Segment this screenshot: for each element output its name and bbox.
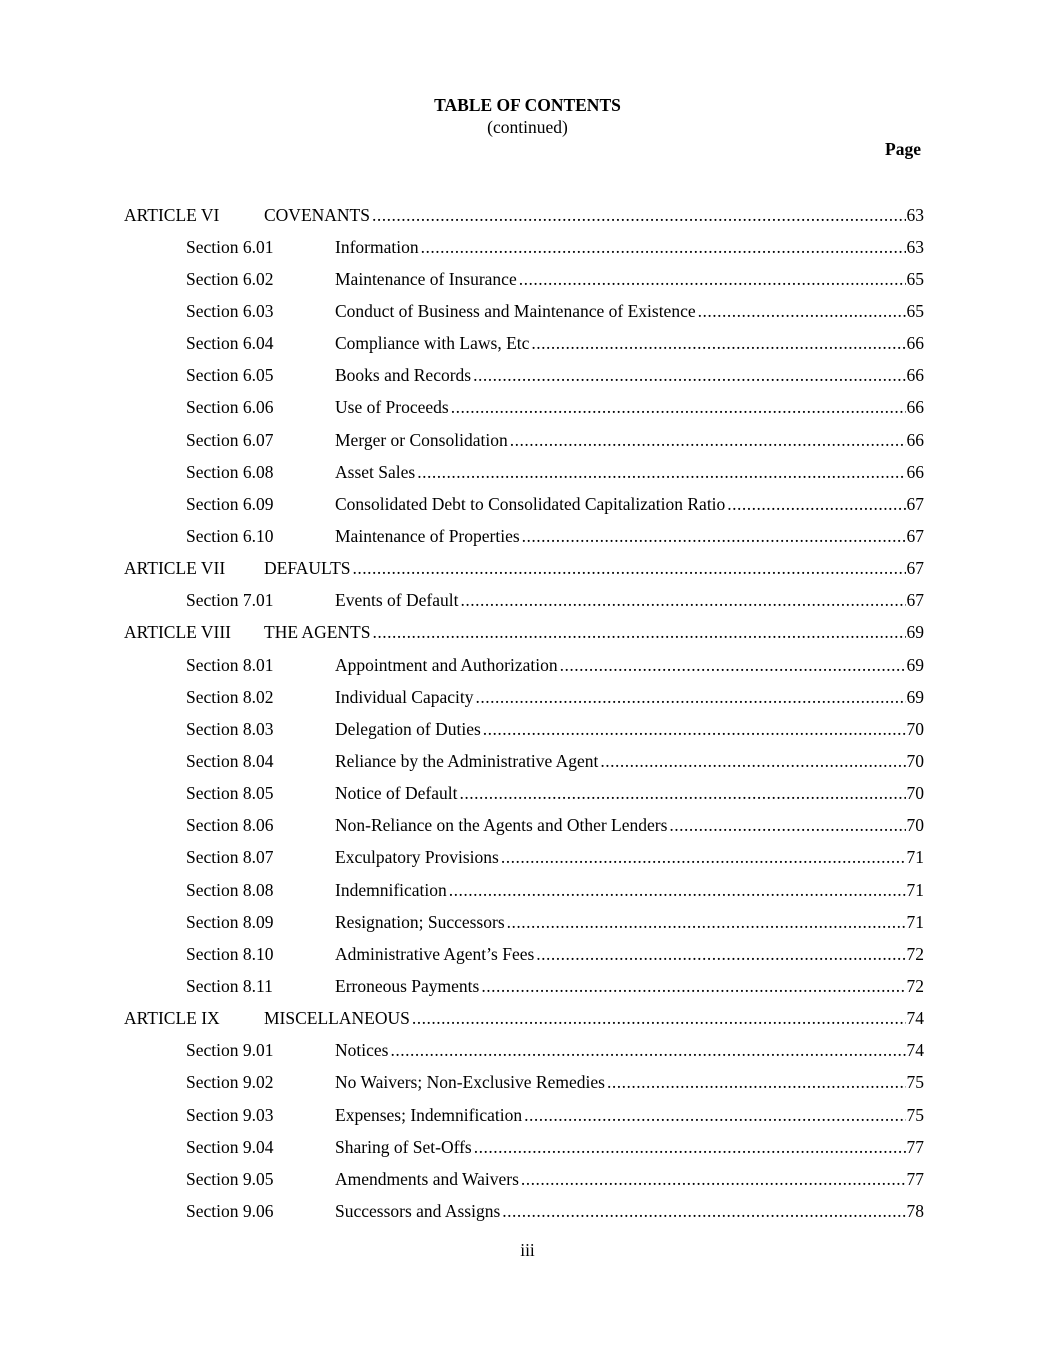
toc-entry-page: 66 [906,333,924,354]
dot-leader [476,687,906,708]
toc-entry-number: Section 8.04 [186,750,274,771]
dot-leader [449,880,906,901]
dot-leader [531,333,905,354]
toc-entry-page: 66 [906,397,924,418]
dot-leader [607,1072,906,1093]
toc-entry-page: 71 [906,847,924,868]
toc-entry-page: 78 [906,1200,924,1221]
toc-section-row [124,745,924,777]
dot-leader [501,847,906,868]
dot-leader [473,365,905,386]
toc-entry-number: Section 6.05 [186,365,274,386]
toc-title: TABLE OF CONTENTS [434,95,621,115]
dot-leader [524,1105,905,1126]
toc-section-row [124,295,924,327]
toc-section-row [124,1099,924,1131]
toc-entry-title: MISCELLANEOUS [264,1008,410,1029]
toc-entry-number: Section 8.09 [186,911,274,932]
toc-entry-number: Section 9.02 [186,1072,274,1093]
toc-entry-title: Notice of Default [335,783,458,804]
toc-section-row [124,263,924,295]
toc-entry-number: ARTICLE VII [124,558,226,579]
toc-entry-title: Merger or Consolidation [335,429,508,450]
toc-entry-title: Delegation of Duties [335,718,481,739]
dot-leader [353,558,906,579]
toc-section-row [124,874,924,906]
toc-entry-number: Section 8.02 [186,686,274,707]
toc-section-row [124,1163,924,1195]
toc-entry-title: COVENANTS [264,204,370,225]
toc-entry-number: Section 8.06 [186,815,274,836]
toc-entry-title: Non-Reliance on the Agents and Other Lenders [335,815,668,836]
toc-section-row [124,488,924,520]
toc-entry-page: 72 [906,943,924,964]
toc-article-row [124,553,924,585]
dot-leader [727,494,905,515]
toc-entry-number: ARTICLE VI [124,204,220,225]
toc-entry-page: 77 [906,1168,924,1189]
toc-entry-number: Section 7.01 [186,590,274,611]
dot-leader [521,1169,906,1190]
toc-section-row [124,520,924,552]
toc-entry-page: 67 [906,558,924,579]
toc-entry-number: Section 6.02 [186,268,274,289]
toc-entry-number: Section 8.07 [186,847,274,868]
page-column-label: Page [885,139,921,159]
toc-section-row [124,681,924,713]
toc-section-row [124,1067,924,1099]
toc-entry-number: Section 8.01 [186,654,274,675]
toc-article-row [124,617,924,649]
toc-entry-number: Section 6.10 [186,525,274,546]
toc-entry-title: Resignation; Successors [335,911,505,932]
toc-section-row [124,328,924,360]
toc-entry-title: Amendments and Waivers [335,1168,519,1189]
dot-leader [522,526,906,547]
dot-leader [390,1040,905,1061]
toc-entry-title: No Waivers; Non-Exclusive Remedies [335,1072,605,1093]
toc-entry-title: Appointment and Authorization [335,654,558,675]
toc-entry-number: ARTICLE VIII [124,622,232,643]
toc-section-row [124,231,924,263]
dot-leader [483,719,906,740]
toc-entry-title: Reliance by the Administrative Agent [335,750,599,771]
toc-entry-title: Conduct of Business and Maintenance of Existence [335,300,696,321]
dot-leader [600,751,905,772]
dot-leader [698,301,906,322]
toc-section-row [124,456,924,488]
toc-entry-page: 75 [906,1104,924,1125]
toc-section-row [124,1131,924,1163]
toc-section-row [124,424,924,456]
toc-section-row [124,1035,924,1067]
toc-entry-title: Consolidated Debt to Consolidated Capitalization Ratio [335,493,726,514]
toc-entry-title: Erroneous Payments [335,975,480,996]
toc-entry-page: 72 [906,975,924,996]
toc-entry-page: 67 [906,493,924,514]
toc-entry-number: Section 9.06 [186,1200,274,1221]
dot-leader [460,590,905,611]
toc-section-row [124,713,924,745]
toc-entry-title: Indemnification [335,879,447,900]
toc-entry-page: 74 [906,1008,924,1029]
toc-entry-page: 70 [906,750,924,771]
toc-entry-page: 67 [906,590,924,611]
toc-section-row [124,938,924,970]
dot-leader [417,462,905,483]
toc-entry-title: Individual Capacity [335,686,474,707]
toc-article-row [124,1003,924,1035]
toc-entry-number: Section 6.07 [186,429,274,450]
toc-section-row [124,392,924,424]
toc-entry-title: Asset Sales [335,461,416,482]
toc-entry-title: DEFAULTS [264,558,351,579]
toc-list [124,199,924,1228]
dot-leader [459,783,905,804]
toc-entry-title: Sharing of Set-Offs [335,1136,472,1157]
toc-entry-page: 65 [906,268,924,289]
toc-entry-page: 70 [906,718,924,739]
toc-entry-page: 66 [906,461,924,482]
toc-section-row [124,810,924,842]
toc-article-row [124,199,924,231]
toc-entry-page: 71 [906,911,924,932]
dot-leader [519,269,906,290]
toc-entry-page: 71 [906,879,924,900]
toc-entry-title: Compliance with Laws, Etc [335,333,530,354]
dot-leader [536,944,905,965]
toc-entry-title: Successors and Assigns [335,1200,501,1221]
toc-entry-number: Section 9.01 [186,1040,274,1061]
toc-entry-page: 69 [906,622,924,643]
toc-entry-title: Expenses; Indemnification [335,1104,523,1125]
toc-entry-page: 74 [906,1040,924,1061]
toc-entry-page: 70 [906,815,924,836]
toc-entry-title: Use of Proceeds [335,397,449,418]
toc-entry-page: 69 [906,686,924,707]
dot-leader [421,237,906,258]
dot-leader [507,912,906,933]
toc-entry-number: Section 9.04 [186,1136,274,1157]
toc-entry-number: Section 8.11 [186,975,273,996]
toc-section-row [124,649,924,681]
toc-entry-page: 65 [906,300,924,321]
toc-entry-number: Section 8.10 [186,943,274,964]
toc-section-row [124,1195,924,1227]
toc-section-row [124,585,924,617]
toc-section-row [124,778,924,810]
toc-entry-title: Information [335,236,419,257]
dot-leader [474,1137,906,1158]
dot-leader [481,976,905,997]
toc-entry-title: Events of Default [335,590,459,611]
toc-entry-title: Maintenance of Insurance [335,268,517,289]
dot-leader [510,430,906,451]
toc-entry-page: 77 [906,1136,924,1157]
toc-entry-number: Section 6.01 [186,236,274,257]
toc-entry-number: Section 9.05 [186,1168,274,1189]
toc-entry-number: Section 6.09 [186,493,274,514]
toc-section-row [124,842,924,874]
toc-entry-page: 69 [906,654,924,675]
toc-entry-title: Notices [335,1040,389,1061]
toc-entry-number: Section 6.04 [186,333,274,354]
dot-leader [372,205,906,226]
toc-entry-page: 63 [906,204,924,225]
dot-leader [451,397,906,418]
toc-entry-page: 66 [906,429,924,450]
toc-section-row [124,360,924,392]
toc-entry-page: 63 [906,236,924,257]
toc-section-row [124,906,924,938]
toc-entry-title: Maintenance of Properties [335,525,520,546]
toc-entry-title: Books and Records [335,365,472,386]
dot-leader [560,655,906,676]
toc-entry-number: Section 6.06 [186,397,274,418]
dot-leader [412,1008,906,1029]
toc-entry-title: THE AGENTS [264,622,371,643]
toc-entry-number: Section 8.05 [186,783,274,804]
toc-entry-page: 70 [906,783,924,804]
toc-entry-number: Section 6.08 [186,461,274,482]
toc-entry-page: 75 [906,1072,924,1093]
toc-entry-title: Administrative Agent’s Fees [335,943,535,964]
toc-entry-page: 67 [906,525,924,546]
toc-entry-page: 66 [906,365,924,386]
toc-entry-number: Section 9.03 [186,1104,274,1125]
toc-section-row [124,970,924,1002]
dot-leader [372,622,905,643]
toc-entry-number: ARTICLE IX [124,1008,220,1029]
toc-entry-title: Exculpatory Provisions [335,847,499,868]
page-number: iii [520,1240,535,1260]
toc-entry-number: Section 8.03 [186,718,274,739]
toc-subtitle: (continued) [487,117,568,137]
dot-leader [669,815,905,836]
toc-entry-number: Section 8.08 [186,879,274,900]
toc-entry-number: Section 6.03 [186,300,274,321]
dot-leader [502,1201,905,1222]
